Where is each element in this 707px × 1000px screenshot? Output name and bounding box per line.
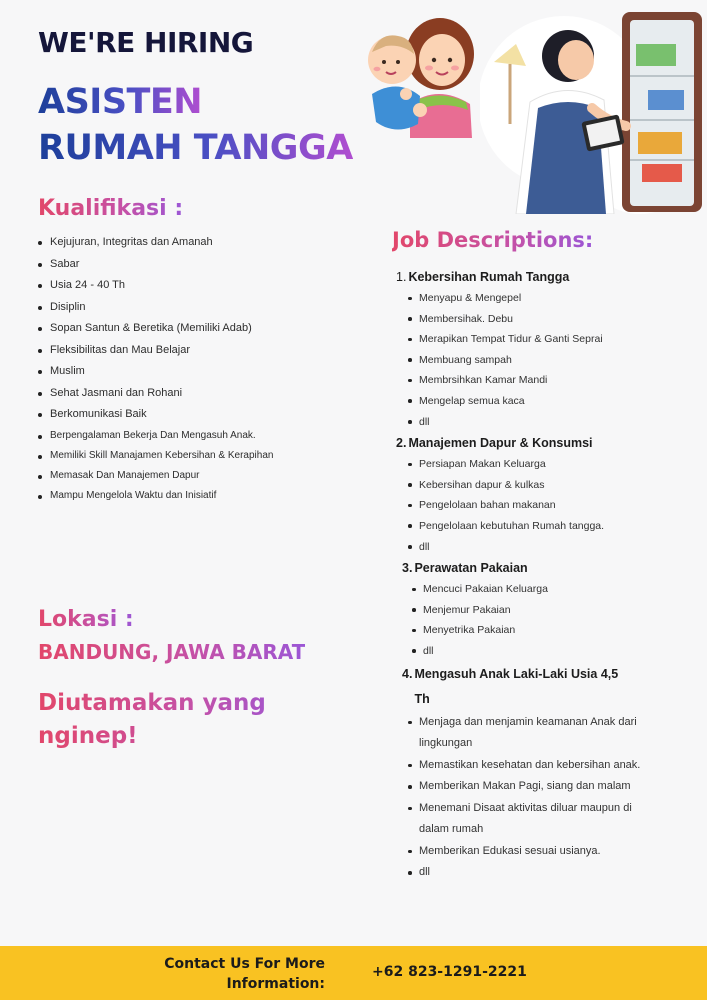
list-item: Menjaga dan menjamin keamanan Anak dari lingkungan	[408, 712, 663, 755]
list-item: Disiplin	[38, 297, 278, 319]
housekeeper-illustration	[480, 4, 704, 214]
job-section-list	[408, 454, 686, 557]
list-item: Mampu Mengelola Waktu dan Inisiatif	[38, 486, 278, 506]
list-item: Usia 24 - 40 Th	[38, 275, 278, 297]
lokasi-heading: Lokasi :	[38, 607, 134, 632]
hiring-label: WE'RE HIRING	[38, 26, 254, 59]
list-item: Memastikan kesehatan dan kebersihan anak.	[408, 755, 663, 777]
job-section-list	[408, 288, 686, 432]
list-item: Membersihak. Debu	[408, 309, 686, 330]
list-item: Sopan Santun & Beretika (Memiliki Adab)	[38, 318, 278, 340]
list-item: Menyapu & Mengepel	[408, 288, 686, 309]
list-item: Kebersihan dapur & kulkas	[408, 475, 686, 496]
kualifikasi-list	[38, 232, 278, 506]
job-descriptions-heading: Job Descriptions:	[392, 228, 594, 252]
section-title-text: Mengasuh Anak Laki-Laki Usia 4,5 Th	[414, 666, 619, 706]
job-descriptions	[396, 266, 686, 884]
list-item: dll	[408, 412, 686, 433]
list-item: Membuang sampah	[408, 350, 686, 371]
list-item: Persiapan Makan Keluarga	[408, 454, 686, 475]
section-title-text: Kebersihan Rumah Tangga	[408, 270, 570, 284]
list-item: Pengelolaan bahan makanan	[408, 495, 686, 516]
kualifikasi-heading: Kualifikasi :	[38, 196, 184, 221]
list-item: Mengelap semua kaca	[408, 391, 686, 412]
phone-number[interactable]: +62 823-1291-2221	[372, 964, 527, 980]
list-item: Menjemur Pakaian	[412, 600, 686, 621]
list-item: Berkomunikasi Baik	[38, 404, 278, 426]
list-item: Memberikan Makan Pagi, siang dan malam	[408, 776, 663, 798]
list-item: Fleksibilitas dan Mau Belajar	[38, 340, 278, 362]
contact-footer	[0, 946, 707, 1000]
list-item: Membrsihkan Kamar Mandi	[408, 370, 686, 391]
list-item: dll	[408, 537, 686, 558]
list-item: dll	[408, 862, 663, 884]
list-item: Pengelolaan kebutuhan Rumah tangga.	[408, 516, 686, 537]
mother-child-illustration	[358, 14, 490, 138]
contact-label: Contact Us For More Information:	[164, 956, 325, 992]
job-title-line-2: RUMAH TANGGA	[38, 128, 353, 168]
list-item: dll	[412, 641, 686, 662]
section-number: 3.	[402, 561, 413, 576]
list-item: Kejujuran, Integritas dan Amanah	[38, 232, 278, 254]
list-item: Menyetrika Pakaian	[412, 620, 686, 641]
list-item: Menemani Disaat aktivitas diluar maupun di dalam rumah	[408, 798, 663, 841]
list-item: Berpengalaman Bekerja Dan Mengasuh Anak.	[38, 426, 278, 446]
list-item: Memasak Dan Manajemen Dapur	[38, 466, 278, 486]
section-number: 2.	[396, 436, 407, 451]
diutamakan-note: Diutamakan yang nginep!	[38, 687, 298, 753]
job-section-title	[396, 662, 626, 712]
list-item: Mencuci Pakaian Keluarga	[412, 579, 686, 600]
job-section-list	[412, 579, 686, 661]
lokasi-value: BANDUNG, JAWA BARAT	[38, 640, 306, 664]
job-section-title	[396, 432, 686, 454]
job-section-list	[408, 712, 663, 884]
job-title-line-1: ASISTEN	[38, 82, 203, 122]
list-item: Sabar	[38, 254, 278, 276]
list-item: Muslim	[38, 361, 278, 383]
list-item: Sehat Jasmani dan Rohani	[38, 383, 278, 405]
list-item: Merapikan Tempat Tidur & Ganti Seprai	[408, 329, 686, 350]
section-number: 1.	[396, 270, 407, 284]
section-title-text: Manajemen Dapur & Konsumsi	[408, 436, 593, 451]
section-number: 4.	[402, 666, 413, 681]
job-section-title	[396, 557, 686, 579]
list-item: Memiliki Skill Manajamen Kebersihan & Kerapihan	[38, 446, 278, 466]
section-title-text: Perawatan Pakaian	[414, 561, 528, 576]
list-item: Memberikan Edukasi sesuai usianya.	[408, 841, 663, 863]
job-section-title	[396, 266, 686, 288]
